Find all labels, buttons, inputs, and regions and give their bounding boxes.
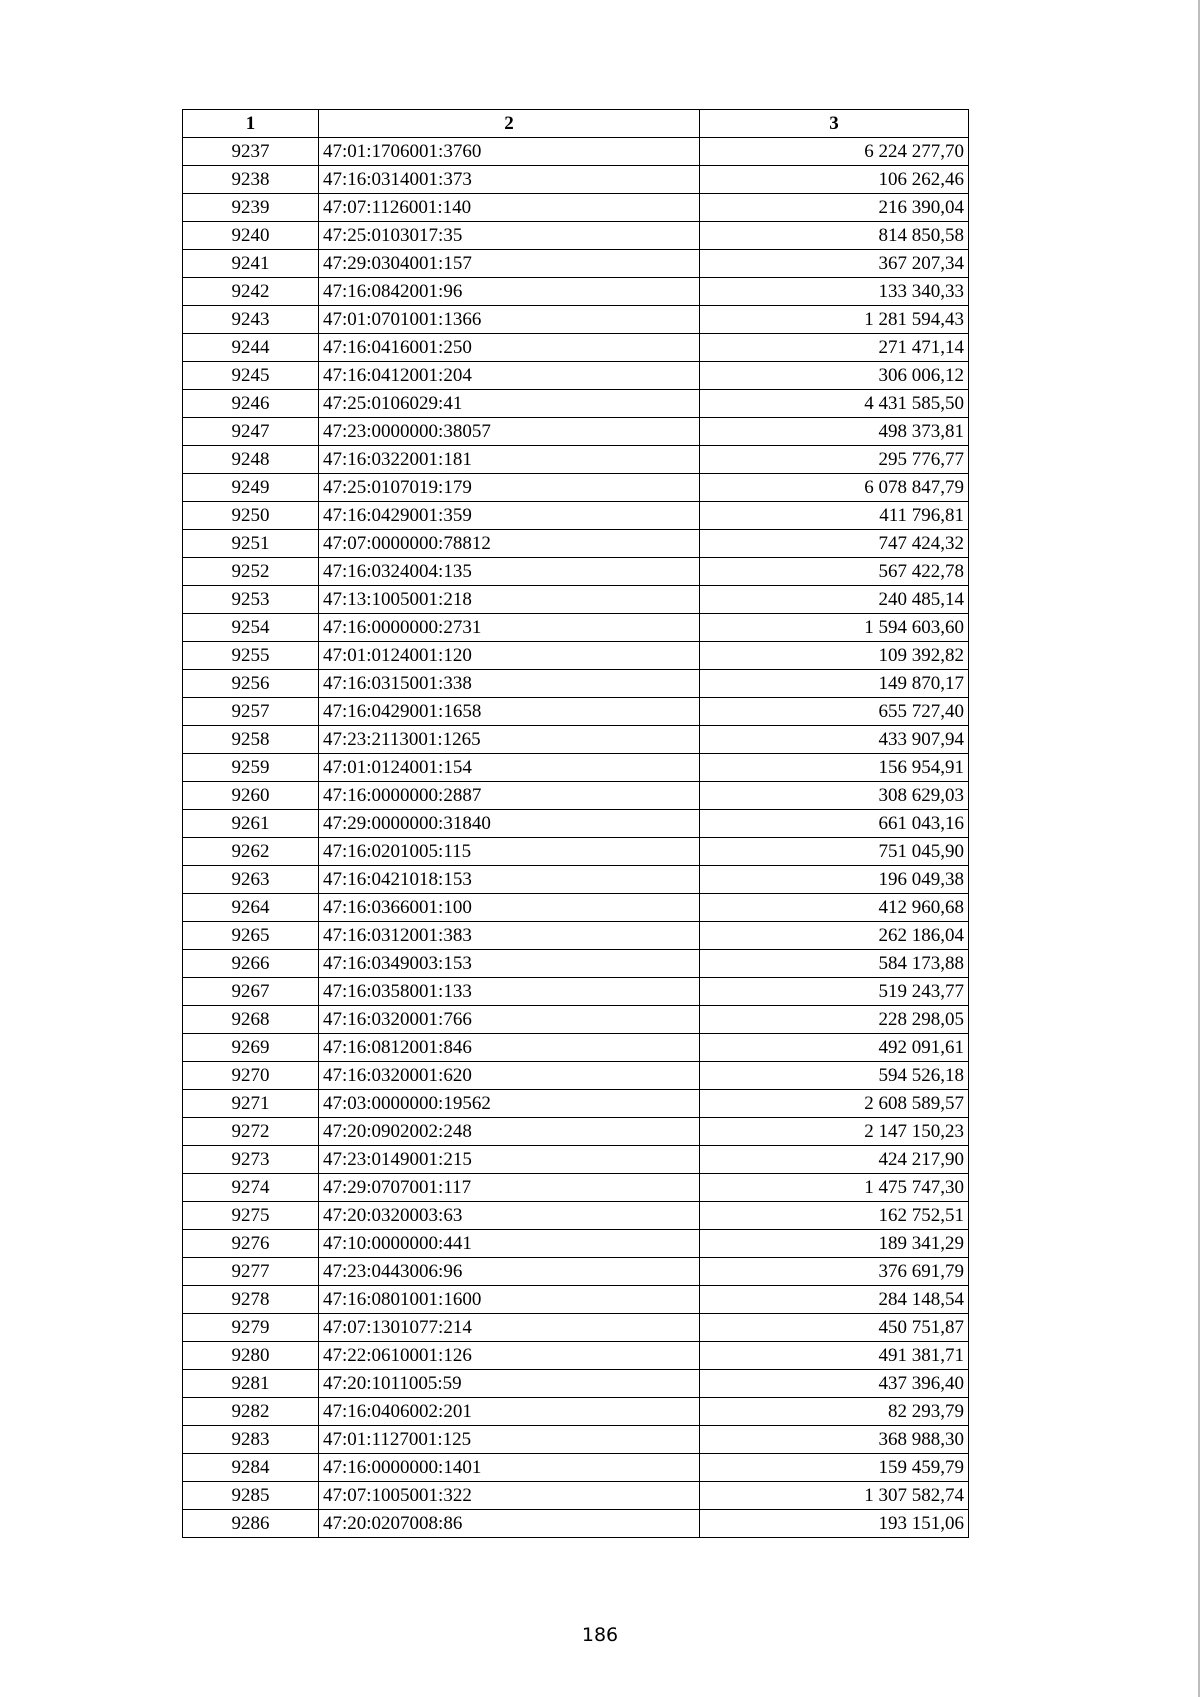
row-number-cell: 9266 xyxy=(183,950,319,978)
cadastral-number-cell: 47:07:1301077:214 xyxy=(319,1314,700,1342)
row-number-cell: 9246 xyxy=(183,390,319,418)
row-number-cell: 9280 xyxy=(183,1342,319,1370)
value-cell: 106 262,46 xyxy=(700,166,969,194)
row-number-cell: 9271 xyxy=(183,1090,319,1118)
row-number-cell: 9265 xyxy=(183,922,319,950)
value-cell: 109 392,82 xyxy=(700,642,969,670)
table-row xyxy=(183,1342,969,1370)
table-row xyxy=(183,1426,969,1454)
row-number-cell: 9281 xyxy=(183,1370,319,1398)
cadastral-number-cell: 47:16:0412001:204 xyxy=(319,362,700,390)
cadastral-number-cell: 47:20:1011005:59 xyxy=(319,1370,700,1398)
cadastral-number-cell: 47:25:0103017:35 xyxy=(319,222,700,250)
table-row xyxy=(183,866,969,894)
cadastral-number-cell: 47:07:1126001:140 xyxy=(319,194,700,222)
cadastral-number-cell: 47:16:0000000:2887 xyxy=(319,782,700,810)
table-row xyxy=(183,502,969,530)
table-row xyxy=(183,1174,969,1202)
row-number-cell: 9247 xyxy=(183,418,319,446)
value-cell: 159 459,79 xyxy=(700,1454,969,1482)
cadastral-number-cell: 47:16:0358001:133 xyxy=(319,978,700,1006)
row-number-cell: 9260 xyxy=(183,782,319,810)
value-cell: 295 776,77 xyxy=(700,446,969,474)
table-row xyxy=(183,194,969,222)
value-cell: 6 078 847,79 xyxy=(700,474,969,502)
table-row xyxy=(183,1230,969,1258)
table-row xyxy=(183,1006,969,1034)
value-cell: 1 281 594,43 xyxy=(700,306,969,334)
row-number-cell: 9273 xyxy=(183,1146,319,1174)
cadastral-number-cell: 47:29:0707001:117 xyxy=(319,1174,700,1202)
table-row xyxy=(183,362,969,390)
row-number-cell: 9244 xyxy=(183,334,319,362)
value-cell: 519 243,77 xyxy=(700,978,969,1006)
value-cell: 2 608 589,57 xyxy=(700,1090,969,1118)
row-number-cell: 9253 xyxy=(183,586,319,614)
row-number-cell: 9283 xyxy=(183,1426,319,1454)
value-cell: 751 045,90 xyxy=(700,838,969,866)
value-cell: 1 594 603,60 xyxy=(700,614,969,642)
row-number-cell: 9251 xyxy=(183,530,319,558)
value-cell: 156 954,91 xyxy=(700,754,969,782)
row-number-cell: 9278 xyxy=(183,1286,319,1314)
row-number-cell: 9268 xyxy=(183,1006,319,1034)
table-row xyxy=(183,838,969,866)
cadastral-number-cell: 47:20:0207008:86 xyxy=(319,1510,700,1538)
table-row xyxy=(183,810,969,838)
table-row xyxy=(183,390,969,418)
table-row xyxy=(183,782,969,810)
row-number-cell: 9237 xyxy=(183,138,319,166)
cadastral-number-cell: 47:23:0443006:96 xyxy=(319,1258,700,1286)
cadastral-number-cell: 47:16:0812001:846 xyxy=(319,1034,700,1062)
cadastral-number-cell: 47:16:0000000:2731 xyxy=(319,614,700,642)
table-row xyxy=(183,250,969,278)
value-cell: 376 691,79 xyxy=(700,1258,969,1286)
cadastral-number-cell: 47:16:0429001:359 xyxy=(319,502,700,530)
table-row xyxy=(183,754,969,782)
value-cell: 82 293,79 xyxy=(700,1398,969,1426)
table-row xyxy=(183,1314,969,1342)
cadastral-number-cell: 47:25:0107019:179 xyxy=(319,474,700,502)
cadastral-number-cell: 47:16:0314001:373 xyxy=(319,166,700,194)
row-number-cell: 9239 xyxy=(183,194,319,222)
row-number-cell: 9264 xyxy=(183,894,319,922)
value-cell: 2 147 150,23 xyxy=(700,1118,969,1146)
table-row xyxy=(183,1202,969,1230)
cadastral-number-cell: 47:01:0124001:120 xyxy=(319,642,700,670)
row-number-cell: 9249 xyxy=(183,474,319,502)
table-header-row xyxy=(183,110,969,138)
value-cell: 433 907,94 xyxy=(700,726,969,754)
row-number-cell: 9258 xyxy=(183,726,319,754)
value-cell: 491 381,71 xyxy=(700,1342,969,1370)
value-cell: 240 485,14 xyxy=(700,586,969,614)
cadastral-number-cell: 47:16:0201005:115 xyxy=(319,838,700,866)
row-number-cell: 9286 xyxy=(183,1510,319,1538)
cadastral-number-cell: 47:13:1005001:218 xyxy=(319,586,700,614)
value-cell: 133 340,33 xyxy=(700,278,969,306)
cadastral-number-cell: 47:01:1706001:3760 xyxy=(319,138,700,166)
value-cell: 492 091,61 xyxy=(700,1034,969,1062)
cadastral-table xyxy=(182,109,969,1538)
value-cell: 306 006,12 xyxy=(700,362,969,390)
row-number-cell: 9277 xyxy=(183,1258,319,1286)
table-row xyxy=(183,474,969,502)
value-cell: 368 988,30 xyxy=(700,1426,969,1454)
table-row xyxy=(183,1482,969,1510)
cadastral-number-cell: 47:07:1005001:322 xyxy=(319,1482,700,1510)
value-cell: 4 431 585,50 xyxy=(700,390,969,418)
table-row xyxy=(183,1062,969,1090)
value-cell: 412 960,68 xyxy=(700,894,969,922)
value-cell: 498 373,81 xyxy=(700,418,969,446)
value-cell: 411 796,81 xyxy=(700,502,969,530)
table-row xyxy=(183,1454,969,1482)
table-row xyxy=(183,950,969,978)
row-number-cell: 9238 xyxy=(183,166,319,194)
table-row xyxy=(183,166,969,194)
cadastral-number-cell: 47:07:0000000:78812 xyxy=(319,530,700,558)
column-header-2: 2 xyxy=(319,110,700,138)
table-row xyxy=(183,1034,969,1062)
cadastral-number-cell: 47:23:2113001:1265 xyxy=(319,726,700,754)
cadastral-number-cell: 47:23:0000000:38057 xyxy=(319,418,700,446)
value-cell: 6 224 277,70 xyxy=(700,138,969,166)
value-cell: 661 043,16 xyxy=(700,810,969,838)
row-number-cell: 9270 xyxy=(183,1062,319,1090)
row-number-cell: 9240 xyxy=(183,222,319,250)
row-number-cell: 9269 xyxy=(183,1034,319,1062)
table-row xyxy=(183,670,969,698)
cadastral-number-cell: 47:10:0000000:441 xyxy=(319,1230,700,1258)
cadastral-number-cell: 47:22:0610001:126 xyxy=(319,1342,700,1370)
table-row xyxy=(183,1258,969,1286)
table-row xyxy=(183,726,969,754)
cadastral-number-cell: 47:16:0324004:135 xyxy=(319,558,700,586)
value-cell: 655 727,40 xyxy=(700,698,969,726)
table-row xyxy=(183,642,969,670)
value-cell: 747 424,32 xyxy=(700,530,969,558)
table-row xyxy=(183,1398,969,1426)
cadastral-number-cell: 47:03:0000000:19562 xyxy=(319,1090,700,1118)
row-number-cell: 9250 xyxy=(183,502,319,530)
table-row xyxy=(183,586,969,614)
value-cell: 189 341,29 xyxy=(700,1230,969,1258)
value-cell: 814 850,58 xyxy=(700,222,969,250)
table-row xyxy=(183,1118,969,1146)
table-row xyxy=(183,306,969,334)
row-number-cell: 9242 xyxy=(183,278,319,306)
row-number-cell: 9274 xyxy=(183,1174,319,1202)
row-number-cell: 9267 xyxy=(183,978,319,1006)
value-cell: 584 173,88 xyxy=(700,950,969,978)
value-cell: 193 151,06 xyxy=(700,1510,969,1538)
value-cell: 216 390,04 xyxy=(700,194,969,222)
row-number-cell: 9284 xyxy=(183,1454,319,1482)
value-cell: 1 307 582,74 xyxy=(700,1482,969,1510)
value-cell: 308 629,03 xyxy=(700,782,969,810)
row-number-cell: 9252 xyxy=(183,558,319,586)
row-number-cell: 9261 xyxy=(183,810,319,838)
table-body xyxy=(183,138,969,1538)
row-number-cell: 9243 xyxy=(183,306,319,334)
value-cell: 196 049,38 xyxy=(700,866,969,894)
value-cell: 594 526,18 xyxy=(700,1062,969,1090)
table-row xyxy=(183,558,969,586)
table-row xyxy=(183,138,969,166)
table-row xyxy=(183,1510,969,1538)
table-row xyxy=(183,418,969,446)
row-number-cell: 9257 xyxy=(183,698,319,726)
table-row xyxy=(183,978,969,1006)
row-number-cell: 9276 xyxy=(183,1230,319,1258)
cadastral-number-cell: 47:23:0149001:215 xyxy=(319,1146,700,1174)
row-number-cell: 9272 xyxy=(183,1118,319,1146)
table-row xyxy=(183,922,969,950)
cadastral-number-cell: 47:20:0902002:248 xyxy=(319,1118,700,1146)
row-number-cell: 9248 xyxy=(183,446,319,474)
table-row xyxy=(183,1090,969,1118)
page-number: 186 xyxy=(581,1624,619,1646)
row-number-cell: 9254 xyxy=(183,614,319,642)
cadastral-number-cell: 47:16:0312001:383 xyxy=(319,922,700,950)
table-row xyxy=(183,1146,969,1174)
row-number-cell: 9241 xyxy=(183,250,319,278)
table-row xyxy=(183,614,969,642)
cadastral-number-cell: 47:20:0320003:63 xyxy=(319,1202,700,1230)
cadastral-number-cell: 47:29:0304001:157 xyxy=(319,250,700,278)
value-cell: 1 475 747,30 xyxy=(700,1174,969,1202)
table-row xyxy=(183,222,969,250)
table-row xyxy=(183,278,969,306)
row-number-cell: 9262 xyxy=(183,838,319,866)
cadastral-number-cell: 47:16:0320001:620 xyxy=(319,1062,700,1090)
value-cell: 162 752,51 xyxy=(700,1202,969,1230)
cadastral-number-cell: 47:29:0000000:31840 xyxy=(319,810,700,838)
row-number-cell: 9263 xyxy=(183,866,319,894)
cadastral-number-cell: 47:25:0106029:41 xyxy=(319,390,700,418)
table-row xyxy=(183,446,969,474)
value-cell: 271 471,14 xyxy=(700,334,969,362)
table-row xyxy=(183,894,969,922)
row-number-cell: 9256 xyxy=(183,670,319,698)
cadastral-number-cell: 47:01:1127001:125 xyxy=(319,1426,700,1454)
cadastral-number-cell: 47:16:0801001:1600 xyxy=(319,1286,700,1314)
cadastral-number-cell: 47:16:0315001:338 xyxy=(319,670,700,698)
cadastral-number-cell: 47:16:0406002:201 xyxy=(319,1398,700,1426)
cadastral-number-cell: 47:16:0421018:153 xyxy=(319,866,700,894)
value-cell: 437 396,40 xyxy=(700,1370,969,1398)
column-header-1: 1 xyxy=(183,110,319,138)
row-number-cell: 9245 xyxy=(183,362,319,390)
cadastral-number-cell: 47:16:0320001:766 xyxy=(319,1006,700,1034)
row-number-cell: 9275 xyxy=(183,1202,319,1230)
table-row xyxy=(183,1370,969,1398)
value-cell: 149 870,17 xyxy=(700,670,969,698)
row-number-cell: 9282 xyxy=(183,1398,319,1426)
cadastral-number-cell: 47:16:0416001:250 xyxy=(319,334,700,362)
cadastral-number-cell: 47:16:0322001:181 xyxy=(319,446,700,474)
cadastral-number-cell: 47:16:0349003:153 xyxy=(319,950,700,978)
value-cell: 450 751,87 xyxy=(700,1314,969,1342)
column-header-3: 3 xyxy=(700,110,969,138)
cadastral-number-cell: 47:16:0000000:1401 xyxy=(319,1454,700,1482)
value-cell: 367 207,34 xyxy=(700,250,969,278)
row-number-cell: 9255 xyxy=(183,642,319,670)
table-row xyxy=(183,530,969,558)
value-cell: 284 148,54 xyxy=(700,1286,969,1314)
value-cell: 262 186,04 xyxy=(700,922,969,950)
table-row xyxy=(183,698,969,726)
table-row xyxy=(183,1286,969,1314)
cadastral-number-cell: 47:16:0366001:100 xyxy=(319,894,700,922)
row-number-cell: 9285 xyxy=(183,1482,319,1510)
value-cell: 228 298,05 xyxy=(700,1006,969,1034)
cadastral-number-cell: 47:16:0842001:96 xyxy=(319,278,700,306)
value-cell: 424 217,90 xyxy=(700,1146,969,1174)
cadastral-number-cell: 47:01:0124001:154 xyxy=(319,754,700,782)
cadastral-number-cell: 47:16:0429001:1658 xyxy=(319,698,700,726)
value-cell: 567 422,78 xyxy=(700,558,969,586)
row-number-cell: 9259 xyxy=(183,754,319,782)
row-number-cell: 9279 xyxy=(183,1314,319,1342)
cadastral-number-cell: 47:01:0701001:1366 xyxy=(319,306,700,334)
table-row xyxy=(183,334,969,362)
